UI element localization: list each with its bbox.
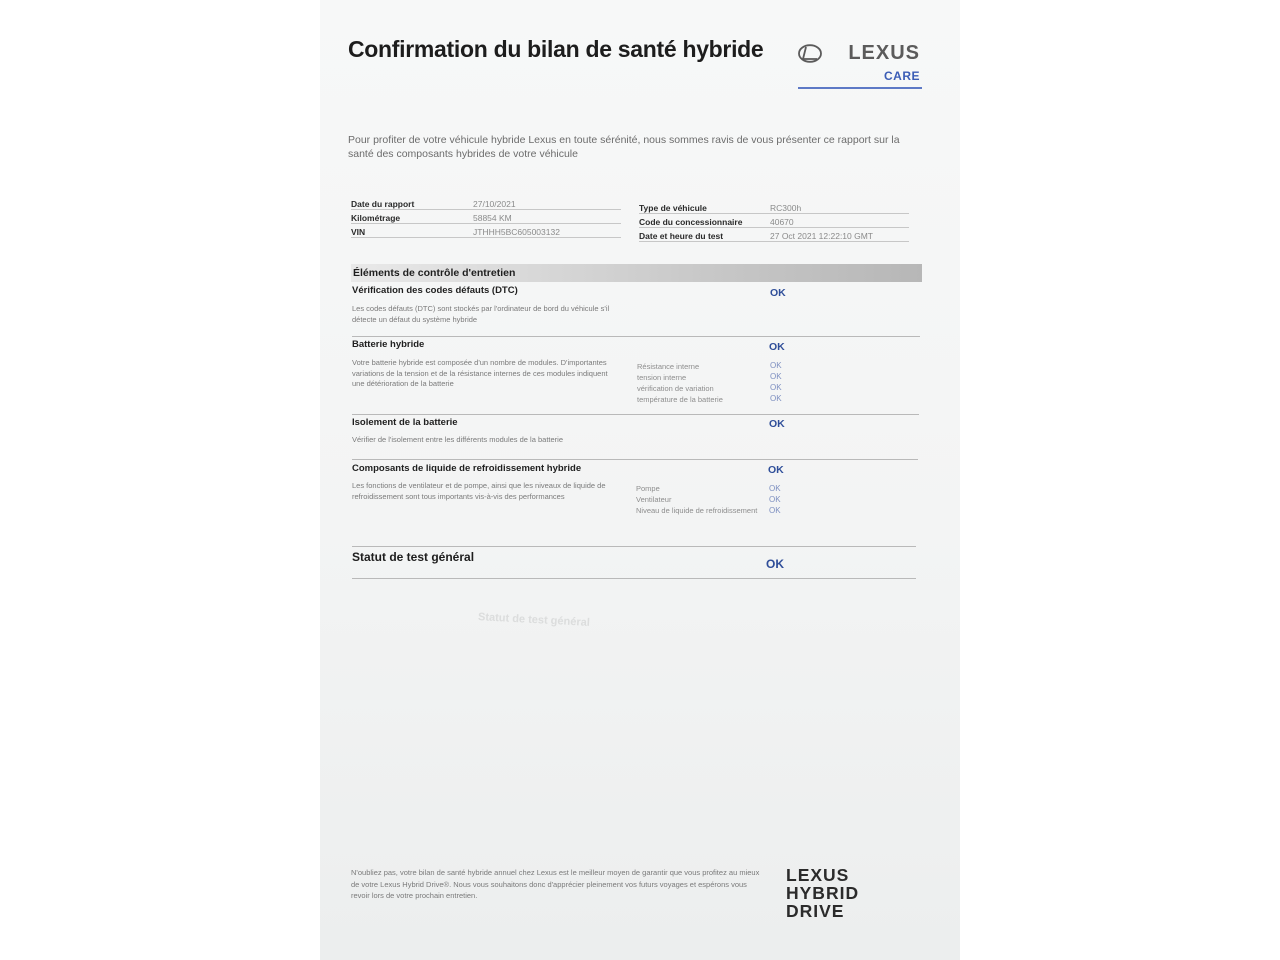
info-label: Kilométrage bbox=[351, 213, 401, 223]
status-cooling: OK bbox=[768, 464, 784, 476]
divider bbox=[352, 459, 918, 460]
brand-name: LEXUS bbox=[848, 42, 920, 64]
sub-label: Résistance interne bbox=[637, 362, 700, 371]
brand-underline bbox=[798, 87, 922, 89]
sub-label: vérification de variation bbox=[637, 384, 714, 393]
logo-line: DRIVE bbox=[786, 901, 845, 921]
sub-status: OK bbox=[770, 372, 782, 381]
info-value: 27/10/2021 bbox=[473, 199, 516, 209]
status-isolation: OK bbox=[769, 418, 785, 430]
info-label: Date du rapport bbox=[351, 199, 415, 209]
info-value: 58854 KM bbox=[473, 213, 512, 223]
sub-status: OK bbox=[769, 506, 781, 515]
sub-label: Pompe bbox=[636, 484, 660, 493]
sub-label: Ventilateur bbox=[636, 495, 672, 504]
logo-line: LEXUS bbox=[786, 865, 850, 885]
intro-text: Pour profiter de votre véhicule hybride Lexus en toute sérénité, nous sommes ravis de vous présenter ce rapport sur la santé des composants hybrides de votre véhicule bbox=[348, 134, 900, 160]
info-label: Date et heure du test bbox=[639, 231, 724, 241]
divider bbox=[352, 414, 919, 415]
item-title-dtc: Vérification des codes défauts (DTC) bbox=[352, 285, 518, 296]
item-title-isolation: Isolement de la batterie bbox=[352, 417, 458, 428]
lexus-care-logo bbox=[798, 40, 922, 92]
sub-label: température de la batterie bbox=[637, 395, 723, 404]
sub-label: Niveau de liquide de refroidissement bbox=[636, 506, 758, 515]
lexus-emblem-icon bbox=[798, 44, 822, 63]
info-column-left bbox=[351, 196, 621, 238]
sub-status: OK bbox=[770, 383, 782, 392]
item-title-cooling: Composants de liquide de refroidissement hybride bbox=[352, 463, 582, 474]
battery-sub-status bbox=[770, 360, 782, 404]
cooling-sub-status bbox=[769, 483, 781, 516]
info-value: JTHHH5BC605003132 bbox=[473, 227, 560, 237]
info-label: VIN bbox=[351, 227, 366, 237]
brand-program: CARE bbox=[883, 69, 920, 83]
sub-status: OK bbox=[770, 361, 782, 370]
info-value: 27 Oct 2021 12:22:10 GMT bbox=[770, 231, 874, 241]
sub-label: tension interne bbox=[637, 373, 687, 382]
cooling-sub-labels bbox=[636, 483, 776, 516]
info-column-right bbox=[639, 200, 909, 242]
general-status-label: Statut de test général bbox=[352, 550, 475, 564]
info-row bbox=[351, 224, 621, 238]
info-label: Code du concessionnaire bbox=[639, 217, 743, 227]
item-title-battery: Batterie hybride bbox=[352, 339, 425, 350]
page-title: Confirmation du bilan de santé hybride bbox=[348, 36, 764, 62]
info-label: Type de véhicule bbox=[639, 203, 707, 213]
status-battery: OK bbox=[769, 341, 785, 353]
logo-line: HYBRID bbox=[786, 883, 860, 903]
footer-text: N'oubliez pas, votre bilan de santé hybride annuel chez Lexus est le meilleur moyen de garantir que vous profitez au mieux de votre Lexus Hybrid Drive®. Nous vous souhaitons donc d'apprécier pleinement vos futurs voyages et espérons vous revoir lors de votre prochain entretien. bbox=[351, 868, 760, 900]
status-dtc: OK bbox=[770, 287, 786, 299]
sub-status: OK bbox=[769, 484, 781, 493]
item-desc-isolation: Vérifier de l'isolement entre les différents modules de la batterie bbox=[352, 435, 563, 444]
section-header: Éléments de contrôle d'entretien bbox=[351, 264, 922, 282]
info-value: 40670 bbox=[770, 217, 794, 227]
battery-sub-labels bbox=[637, 361, 767, 405]
info-value: RC300h bbox=[770, 203, 802, 213]
info-row bbox=[351, 196, 621, 210]
item-desc-battery: Votre batterie hybride est composée d'un nombre de modules. D'importantes variations de la tension et de la résistance internes de ces modules indiquent une détérioration de la batterie bbox=[352, 358, 608, 388]
divider bbox=[352, 546, 916, 547]
report-page bbox=[320, 0, 960, 960]
info-row bbox=[639, 200, 909, 214]
bleed-through-text: Statut de test général bbox=[477, 611, 591, 629]
info-row bbox=[639, 228, 909, 242]
sub-status: OK bbox=[770, 394, 782, 403]
general-status-value: OK bbox=[766, 557, 784, 571]
divider bbox=[352, 336, 920, 337]
item-desc-dtc: Les codes défauts (DTC) sont stockés par l'ordinateur de bord du véhicule s'il détecte un défaut du système hybride bbox=[352, 304, 610, 324]
item-desc-cooling: Les fonctions de ventilateur et de pompe, ainsi que les niveaux de liquide de refroidissement sont tous importants vis-à-vis des performances bbox=[352, 481, 606, 501]
sub-status: OK bbox=[769, 495, 781, 504]
info-row bbox=[639, 214, 909, 228]
info-row bbox=[351, 210, 621, 224]
lexus-hybrid-drive-logo bbox=[786, 866, 859, 920]
divider bbox=[352, 578, 916, 579]
